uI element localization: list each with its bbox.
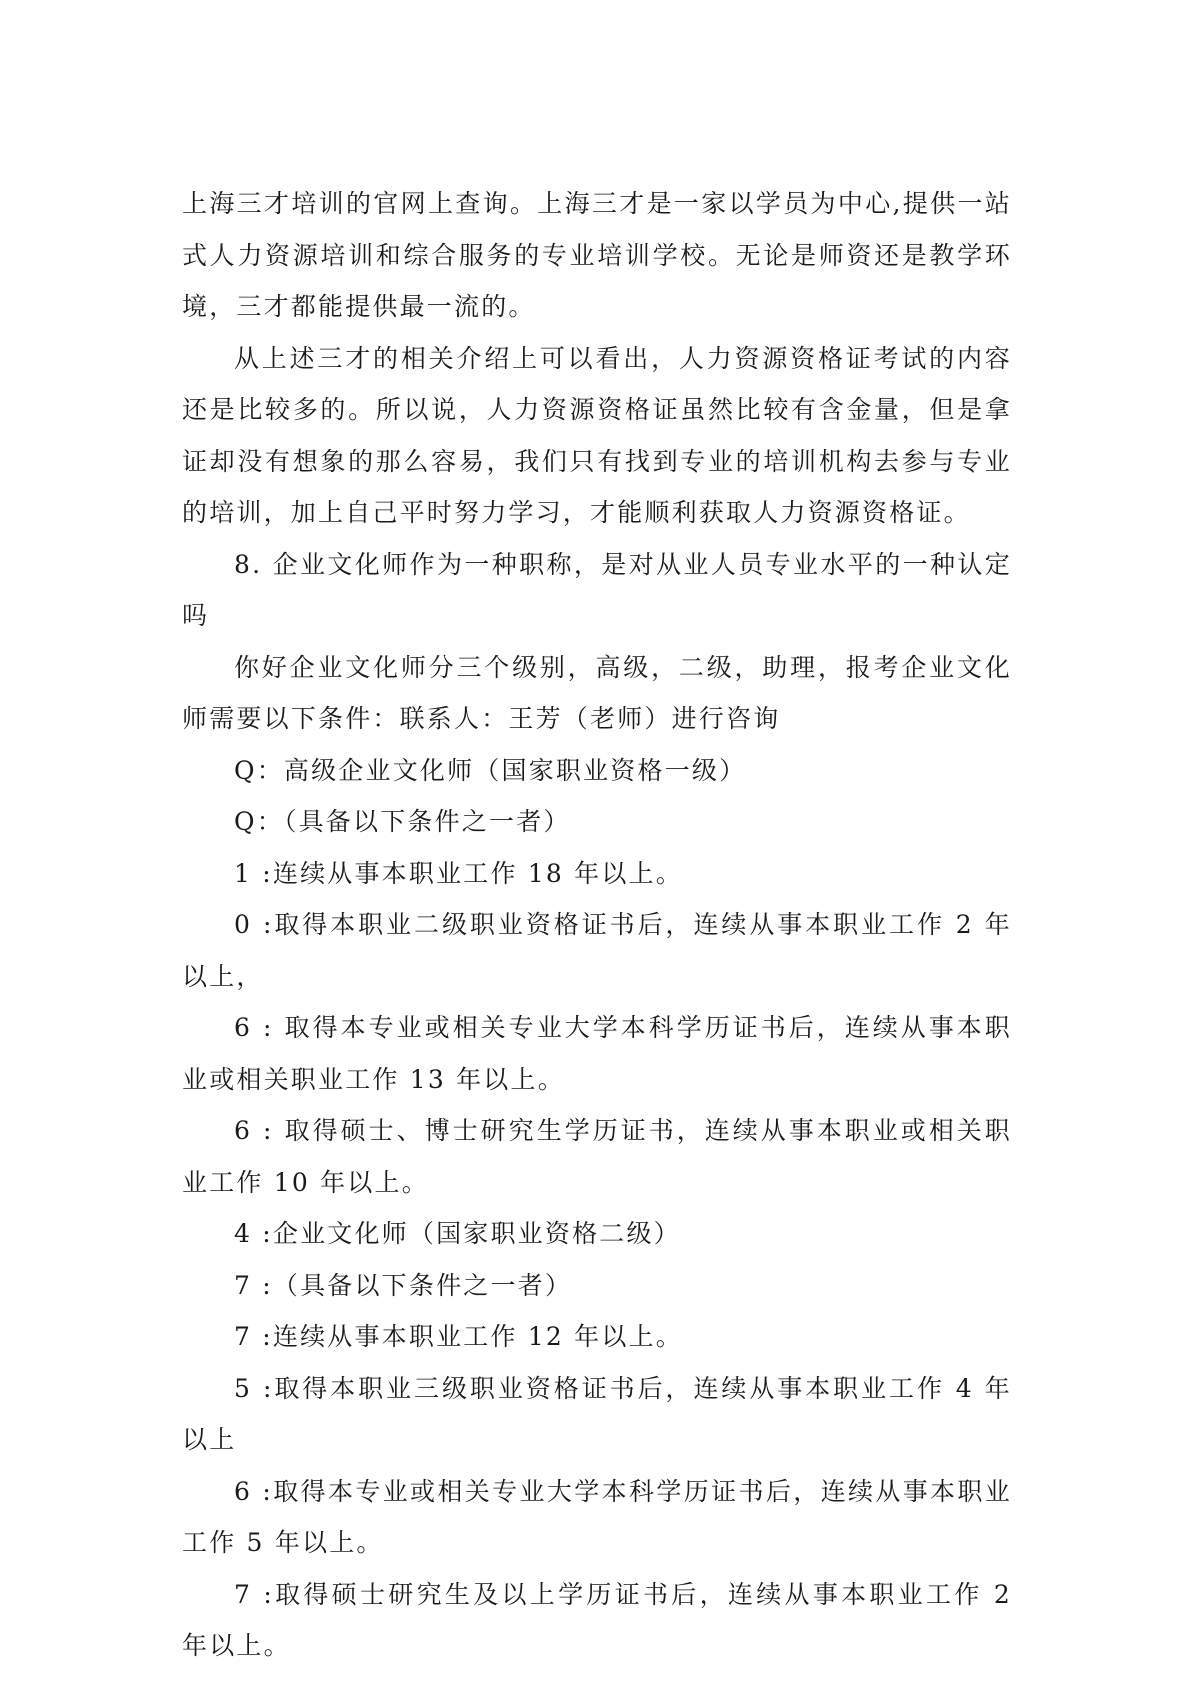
paragraph-answer-intro: 你好企业文化师分三个级别，高级，二级，助理，报考企业文化师需要以下条件：联系人：王芳（老师）进行咨询 [182, 652, 1012, 733]
list-item-condition-7: 6 :取得本专业或相关专业大学本科学历证书后，连续从事本职业工作 5 年以上。 [182, 1476, 1012, 1557]
list-item-conditions-header: Q：（具备以下条件之一者） [234, 807, 571, 836]
list-item-condition-6: 5 :取得本职业三级职业资格证书后，连续从事本职业工作 4 年以上 [182, 1373, 1012, 1454]
list-item-condition-1: 1 :连续从事本职业工作 18 年以上。 [234, 858, 683, 888]
list-item-condition-3: 6 : 取得本专业或相关专业大学本科学历证书后，连续从事本职业或相关职业工作 13 年以上。 [182, 1013, 1012, 1094]
list-item-condition-8: 7 :取得硕士研究生及以上学历证书后，连续从事本职业工作 2 年以上。 [182, 1579, 1012, 1660]
paragraph-summary: 从上述三才的相关介绍上可以看出，人力资源资格证考试的内容还是比较多的。所以说，人力资源资格证虽然比较有含金量，但是拿证却没有想象的那么容易，我们只有找到专业的培训机构去参与专业的培训，加上自己平时努力学习，才能顺利获取人力资源资格证。 [182, 343, 1012, 527]
document-body [182, 178, 1012, 1672]
list-item-conditions-header-2: 7 :（具备以下条件之一者） [234, 1270, 573, 1300]
list-item-senior-level: Q：高级企业文化师（国家职业资格一级） [234, 755, 747, 785]
list-item-condition-2: 0 :取得本职业二级职业资格证书后，连续从事本职业工作 2 年以上， [182, 910, 1012, 991]
question-heading: 8. 企业文化师作为一种职称，是对从业人员专业水平的一种认定吗 [182, 549, 1012, 630]
list-item-condition-5: 7 :连续从事本职业工作 12 年以上。 [234, 1322, 683, 1351]
list-item-level-two: 4 :企业文化师（国家职业资格二级） [234, 1219, 681, 1248]
list-item-condition-4: 6 : 取得硕士、博士研究生学历证书，连续从事本职业或相关职业工作 10 年以上。 [182, 1116, 1012, 1197]
paragraph-intro-continuation: 上海三才培训的官网上查询。上海三才是一家以学员为中心,提供一站式人力资源培训和综合服务的专业培训学校。无论是师资还是教学环境，三才都能提供最一流的。 [182, 189, 1012, 321]
